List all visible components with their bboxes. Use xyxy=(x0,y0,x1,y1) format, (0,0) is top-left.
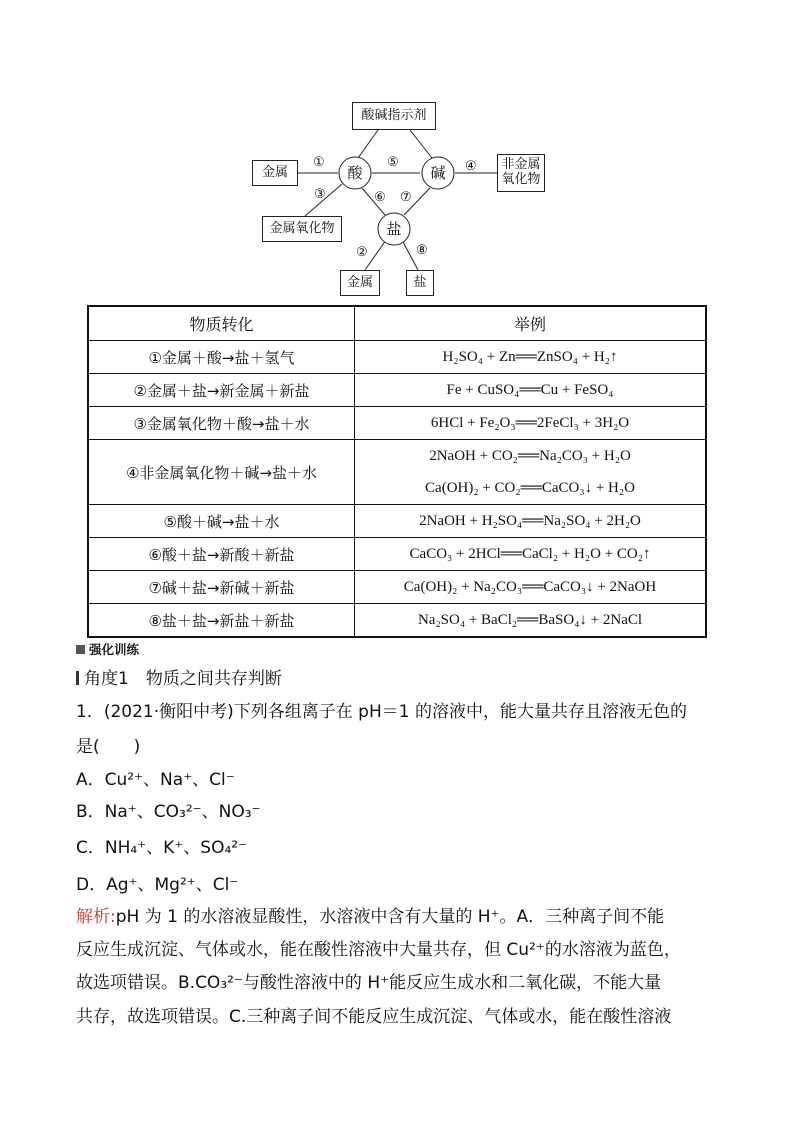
header-example: 举例 xyxy=(355,306,707,341)
section-title xyxy=(76,640,139,658)
angle-marker-icon xyxy=(76,671,79,685)
table-row xyxy=(88,505,706,538)
nonmetal-oxide-line1: 非金属 xyxy=(501,157,541,173)
node-salt-bottom: 盐 xyxy=(406,270,434,296)
example-cell: Fe + CuSO₄══Cu + FeSO₄ xyxy=(355,374,707,407)
example-cell: Na₂SO₄ + BaCl₂══BaSO₄↓ + 2NaCl xyxy=(355,604,707,638)
conversion-cell: ②金属＋盐→新金属＋新盐 xyxy=(88,374,355,407)
relationship-diagram xyxy=(0,0,794,300)
label-n1: ① xyxy=(313,155,325,170)
section-marker-icon xyxy=(76,645,85,654)
table-header-row xyxy=(88,306,706,341)
node-metal-left: 金属 xyxy=(252,160,298,186)
label-n8: ⑧ xyxy=(416,243,428,258)
question-stem-line2: 是( ) xyxy=(76,737,141,757)
example-cell: CaCO₃ + 2HCl══CaCl₂ + H₂O + CO₂↑ xyxy=(355,538,707,571)
angle-title-text: 角度1 物质之间共存判断 xyxy=(84,669,282,689)
table-row xyxy=(88,374,706,407)
label-n6: ⑥ xyxy=(374,190,386,205)
label-n2: ② xyxy=(356,245,368,260)
label-n3: ③ xyxy=(314,187,326,202)
node-acid: 酸 xyxy=(347,164,363,182)
label-n4: ④ xyxy=(465,159,477,174)
angle-title xyxy=(76,664,282,689)
conversion-table xyxy=(87,305,707,638)
conversion-cell: ①金属＋酸→盐＋氢气 xyxy=(88,341,355,374)
conversion-cell: ⑦碱＋盐→新碱＋新盐 xyxy=(88,571,355,604)
conversion-cell: ⑤酸＋碱→盐＋水 xyxy=(88,505,355,538)
table-row xyxy=(88,604,706,638)
node-nonmetal-oxide xyxy=(497,154,545,192)
conversion-cell: ④非金属氧化物＋碱→盐＋水 xyxy=(88,440,355,505)
example-cell: 6HCl + Fe₂O₃══2FeCl₃ + 3H₂O xyxy=(355,407,707,440)
node-indicator: 酸碱指示剂 xyxy=(352,102,436,130)
example-cell: H₂SO₄ + Zn══ZnSO₄ + H₂↑ xyxy=(355,341,707,374)
label-n5: ⑤ xyxy=(387,155,399,170)
example-cell: 2NaOH + H₂SO₄══Na₂SO₄ + 2H₂O xyxy=(355,505,707,538)
nonmetal-oxide-line2: 氧化物 xyxy=(501,172,541,187)
node-metal-oxide: 金属氧化物 xyxy=(262,216,342,242)
table-row xyxy=(88,440,706,505)
node-salt-center: 盐 xyxy=(386,220,402,238)
analysis-line1 xyxy=(76,902,664,927)
table-row xyxy=(88,538,706,571)
diagram-lines xyxy=(0,0,794,300)
conversion-cell: ⑧盐＋盐→新盐＋新盐 xyxy=(88,604,355,638)
example-line: Ca(OH)₂ + CO₂══CaCO₃↓ + H₂O xyxy=(425,480,635,496)
question-stem-line1: 1．(2021·衡阳中考)下列各组离子在 pH＝1 的溶液中，能大量共存且溶液无色的 xyxy=(76,702,687,722)
conversion-cell: ③金属氧化物＋酸→盐＋水 xyxy=(88,407,355,440)
header-conversion: 物质转化 xyxy=(88,306,355,341)
example-cell-double xyxy=(355,440,707,505)
option-c: C．NH₄⁺、K⁺、SO₄²⁻ xyxy=(76,838,248,858)
example-cell: Ca(OH)₂ + Na₂CO₃══CaCO₃↓ + 2NaOH xyxy=(355,571,707,604)
node-metal-bottom: 金属 xyxy=(340,270,380,296)
analysis-label: 解析: xyxy=(76,907,116,927)
analysis-text: pH 为 1 的水溶液显酸性，水溶液中含有大量的 H⁺。A．三种离子间不能 xyxy=(115,907,665,927)
table-row xyxy=(88,571,706,604)
node-base: 碱 xyxy=(430,164,446,182)
analysis-line4: 共存，故选项错误。C.三种离子间不能反应生成沉淀、气体或水，能在酸性溶液 xyxy=(76,1007,672,1027)
label-n7: ⑦ xyxy=(400,190,412,205)
option-b: B．Na⁺、CO₃²⁻、NO₃⁻ xyxy=(76,802,261,822)
analysis-line3: 故选项错误。B.CO₃²⁻与酸性溶液中的 H⁺能反应生成水和二氧化碳，不能大量 xyxy=(76,973,662,993)
table-row xyxy=(88,341,706,374)
table-row xyxy=(88,407,706,440)
option-d: D．Ag⁺、Mg²⁺、Cl⁻ xyxy=(76,875,239,895)
analysis-line2: 反应生成沉淀、气体或水，能在酸性溶液中大量共存，但 Cu²⁺的水溶液为蓝色， xyxy=(76,940,681,960)
example-line: 2NaOH + CO₂══Na₂CO₃ + H₂O xyxy=(429,448,631,464)
option-a: A．Cu²⁺、Na⁺、Cl⁻ xyxy=(76,770,235,790)
conversion-cell: ⑥酸＋盐→新酸＋新盐 xyxy=(88,538,355,571)
section-title-text: 强化训练 xyxy=(89,642,140,657)
